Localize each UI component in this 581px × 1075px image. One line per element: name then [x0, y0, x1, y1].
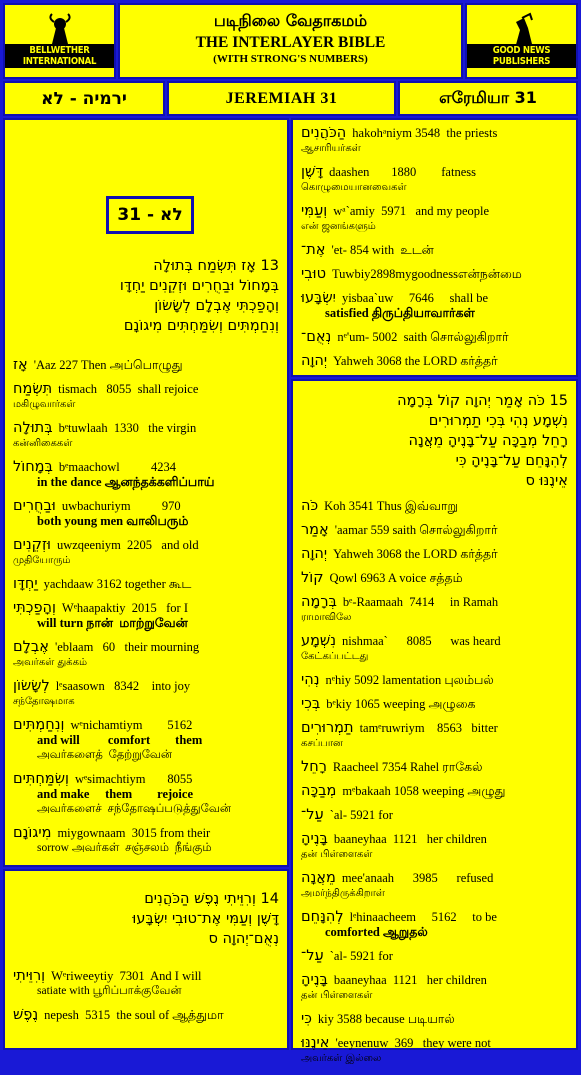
verse-line: נְאֻם־יְהוָה ס [208, 931, 279, 947]
transliteration-gloss: bᵉkiy 1065 weeping அழுகை [326, 697, 476, 711]
transliteration-gloss: lᵉsaasown 8342 into joy [55, 679, 191, 693]
hebrew-word: יְהוָה [301, 353, 328, 369]
tamil-gloss: அவர்கள் துக்கம் [13, 657, 88, 668]
tamil-gloss: சந்தோஷமாக [13, 696, 75, 707]
word-entry [13, 601, 279, 631]
hebrew-word: כֹּה [301, 498, 319, 514]
transliteration-gloss: Yahweh 3068 the LORD கர்த்தர் [333, 547, 498, 561]
hebrew-word: וְעַמִּי [301, 203, 328, 219]
transliteration-gloss: tamᵉruwriym 8563 bitter [359, 721, 498, 735]
hebrew-word: וּבַחֻרִים [13, 498, 56, 514]
word-entry [301, 760, 568, 775]
transliteration-gloss: Tuwbiy2898mygoodnessஎன்நன்மை [331, 267, 522, 281]
transliteration-gloss: bᵉ-Raamaah 7414 in Ramah [342, 595, 499, 609]
word-entry [301, 499, 568, 514]
hebrew-word: בְּכִי [301, 696, 321, 712]
hebrew-word: הַכֹּהֲנִים [301, 125, 347, 141]
english-gloss-line: both young men வாலிபரும் [37, 514, 189, 528]
transliteration-gloss: Raacheel 7354 Rahel ராகேல் [332, 760, 483, 774]
word-entry [301, 1012, 568, 1027]
hebrew-word: מִיגוֹנָם [13, 825, 52, 841]
hebrew-ref-box [3, 81, 165, 116]
transliteration-gloss: uwzqeeniym 2205 and old [56, 538, 199, 552]
word-entry-main [301, 354, 568, 369]
title-box [118, 3, 463, 79]
word-entry [301, 832, 568, 862]
word-entry [13, 358, 279, 373]
chapter-badge: לא - 31 [106, 196, 194, 234]
hebrew-word: תַמְרוּרִים [301, 720, 354, 736]
word-entry-main [301, 330, 568, 345]
hebrew-word: אָמַר [301, 522, 329, 538]
hebrew-word: וְהָפַכְתִּי [13, 600, 56, 616]
verse-15-word-list [301, 499, 568, 1075]
word-entry [301, 595, 568, 625]
tamil-gloss: ராமாவிலே [301, 612, 352, 623]
word-entry [13, 640, 279, 670]
word-entry [301, 910, 568, 940]
word-entry-main [301, 673, 568, 688]
word-entry [301, 949, 568, 964]
goodnews-logo-text: GOOD NEWS PUBLISHERS [467, 44, 576, 68]
english-gloss-line: will turn நான் மாற்றுவேன் [37, 616, 188, 630]
word-entry-main [301, 634, 568, 649]
word-entry-main [301, 784, 568, 799]
hebrew-word: תִּשְׂמַח [13, 381, 53, 397]
verse-line: נִשְׁמָע נְהִי בְּכִי תַמְרוּרִים [428, 413, 568, 429]
word-entry-main [13, 421, 279, 436]
hebrew-word: אֶבְלָם [13, 639, 49, 655]
tamil-ref-box [398, 81, 578, 116]
transliteration-gloss: Yahweh 3068 the LORD கர்த்தர் [333, 354, 498, 368]
tamil-gloss: அவர்கள் இல்லை [301, 1053, 382, 1064]
hebrew-word: נֶפֶשׁ [13, 1007, 39, 1023]
word-entry-main [301, 267, 568, 282]
transliteration-gloss: daashen 1880 fatness [329, 165, 476, 179]
word-entry-main [13, 640, 279, 655]
word-entry [13, 538, 279, 568]
transliteration-gloss: nᵉhiy 5092 lamentation புலம்பல் [325, 673, 494, 687]
title-tamil: படிநிலை வேதாகமம் [213, 11, 368, 30]
bellwether-logo [5, 14, 114, 68]
hebrew-word: נִשְׁמָע [301, 633, 337, 649]
tamil-gloss: ஆசாரியர்கள் [301, 143, 361, 154]
hebrew-word: לְשָׂשׂוֹן [13, 678, 50, 694]
word-entry-main [301, 243, 568, 258]
verse-15-hebrew [397, 391, 568, 491]
transliteration-gloss: lᵉhinaacheem 5162 to be [349, 910, 497, 924]
word-entry-main [301, 595, 568, 610]
verse-line: לְהִנָּחֵם עַל־בָּנֶיהָ כִּי [455, 453, 568, 469]
word-entry-main [301, 808, 568, 823]
gloss-continuation: அவர்களைத் தேற்றுவேன் [37, 749, 173, 761]
title-english: THE INTERLAYER BIBLE [195, 34, 386, 51]
word-entry-main [13, 460, 279, 475]
hebrew-word: וּזְקֵנִים [13, 537, 51, 553]
transliteration-gloss: Koh 3541 Thus இவ்வாறு [324, 499, 458, 513]
hebrew-word: וְרִוֵּיתִי [13, 968, 46, 984]
transliteration-gloss: baaneyhaa 1121 her children [333, 832, 487, 846]
word-entry [301, 165, 568, 195]
word-entry [13, 499, 279, 529]
word-entry [13, 772, 279, 817]
hebrew-reference: ירמיה - לא [41, 88, 127, 109]
word-entry-main [13, 382, 279, 397]
word-entry-main [301, 760, 568, 775]
english-gloss-line: comforted ஆறுதல் [325, 925, 428, 939]
transliteration-gloss: wᵉsimachtiym 8055 [74, 772, 193, 786]
hebrew-word: דָּשֶׁן [301, 164, 324, 180]
word-entry-main [13, 358, 279, 373]
word-entry [301, 354, 568, 369]
word-entry-main [13, 499, 279, 514]
transliteration-gloss: 'Aaz 227 Then அப்பொழுது [33, 358, 183, 372]
word-entry [301, 267, 568, 282]
verse-line: רָחֵל מְבַכָּה עַל־בָּנֶיהָ מֵאֲנָה [408, 433, 568, 449]
hebrew-word: בָּנֶיהָ [301, 831, 328, 847]
hebrew-word: רָחֵל [301, 759, 327, 775]
word-entry-main [301, 523, 568, 538]
word-entry-main [13, 1008, 279, 1023]
word-entry-main [13, 969, 279, 984]
transliteration-gloss: nishmaa` 8085 was heard [342, 634, 501, 648]
tamil-gloss: தன் பிள்ளைகள் [301, 990, 373, 1001]
word-entry-main [301, 204, 568, 219]
verse-line: וְהָפַכְתִּי אֶבְלָם לְשָׂשׂוֹן [154, 298, 279, 314]
english-gloss-line: and will comfort them [37, 733, 203, 747]
transliteration-gloss: mᵉbakaah 1058 weeping அழுது [342, 784, 506, 798]
word-entry [301, 871, 568, 901]
goodnews-logo [467, 14, 576, 68]
transliteration-gloss: kiy 3588 because படியால் [317, 1012, 455, 1026]
verse-line: אֵינֶנּוּ ס [525, 473, 568, 489]
transliteration-gloss: 'et- 854 with உடன் [331, 243, 434, 257]
hebrew-word: וְשִׂמַּחְתִּים [13, 771, 69, 787]
bellwether-logo-box [3, 3, 116, 79]
word-entry [301, 126, 568, 156]
transliteration-gloss: bᵉtuwlaah 1330 the virgin [58, 421, 197, 435]
tamil-gloss: தன் பிள்ளைகள் [301, 849, 373, 860]
word-entry [301, 721, 568, 751]
hebrew-word: לְהִנָּחֵם [301, 909, 344, 925]
word-entry [301, 973, 568, 1003]
word-entry [13, 679, 279, 709]
verse-line: 14 וְרִוֵּיתִי נֶפֶשׁ הַכֹּהֲנִים [144, 891, 279, 907]
transliteration-gloss: `al- 5921 for [329, 949, 393, 963]
word-entry [13, 382, 279, 412]
transliteration-gloss: Wᵉhaapaktiy 2015 for I [61, 601, 189, 615]
word-entry-main [301, 973, 568, 988]
verse-14-word-list [13, 969, 279, 1032]
title-subtitle: (WITH STRONG'S NUMBERS) [213, 53, 368, 65]
hebrew-word: קוֹל [301, 570, 324, 586]
tamil-reference: எரேமியா 31 [439, 88, 537, 107]
word-entry-main [13, 772, 279, 787]
word-entry-main [301, 832, 568, 847]
goodnews-logo-box [465, 3, 578, 79]
tamil-gloss: கேட்கப்பட்டது [301, 651, 369, 662]
hebrew-word: מֵאֲנָה [301, 870, 336, 886]
hebrew-word: יִשְׂבָּעוּ [301, 290, 336, 306]
transliteration-gloss: `al- 5921 for [329, 808, 393, 822]
english-gloss-line: and make them rejoice [37, 787, 193, 801]
word-entry [301, 634, 568, 664]
verse-15-panel [291, 379, 578, 1064]
hebrew-word: יְהוָה [301, 546, 328, 562]
word-entry-main [301, 871, 568, 886]
word-entry [301, 547, 568, 562]
word-entry-main [301, 291, 568, 306]
verse-13-hebrew [120, 256, 279, 336]
word-entry-main [13, 601, 279, 616]
hebrew-word: יַחְדָּו [13, 576, 38, 592]
verse-14-panel [3, 869, 289, 1050]
word-entry [301, 330, 568, 345]
word-entry [301, 523, 568, 538]
word-entry-main [301, 721, 568, 736]
word-entry [301, 673, 568, 688]
word-entry-main [13, 679, 279, 694]
word-entry [13, 577, 279, 592]
gloss-continuation: அவர்களைச் சந்தோஷப்படுத்துவேன் [37, 803, 231, 815]
hebrew-word: נְאֻם־ [301, 329, 332, 345]
word-entry-main [13, 718, 279, 733]
hebrew-word: בְּרָמָה [301, 594, 337, 610]
transliteration-gloss: yachdaaw 3162 together கூட [43, 577, 192, 591]
transliteration-gloss: bᵉmaachowl 4234 [58, 460, 176, 474]
verse-line: דָּשֶׁן וְעַמִּי אֶת־טוּבִי יִשְׂבָּעוּ [132, 911, 279, 927]
word-entry-main [13, 538, 279, 553]
transliteration-gloss: hakohᵃniym 3548 the priests [352, 126, 498, 140]
gloss-continuation: satiate with பூரிப்பாக்குவேன் [37, 985, 182, 997]
word-entry [301, 204, 568, 234]
verse-14-cont-panel [291, 118, 578, 377]
verse-13-panel [3, 118, 289, 867]
word-entry-main [301, 499, 568, 514]
word-entry-main [301, 949, 568, 964]
tamil-gloss: கசப்பான [301, 738, 343, 749]
tamil-gloss: மகிழுவார்கள் [13, 399, 76, 410]
word-entry [13, 460, 279, 490]
word-entry-main [301, 697, 568, 712]
word-entry [301, 291, 568, 321]
gloss-continuation: sorrow அவர்கள் சஞ்சலம் நீங்கும் [37, 842, 212, 854]
hebrew-word: בְּתוּלָה [13, 420, 53, 436]
verse-line: 13 אָז תִּשְׂמַח בְּתוּלָה [153, 258, 279, 274]
word-entry-main [13, 577, 279, 592]
word-entry [13, 421, 279, 451]
hebrew-word: נְהִי [301, 672, 320, 688]
word-entry-main [13, 826, 279, 841]
transliteration-gloss: nᵉ'um- 5002 saith சொல்லுகிறார் [337, 330, 509, 344]
transliteration-gloss: 'eblaam 60 their mourning [54, 640, 200, 654]
verse-14-cont-word-list [301, 126, 568, 378]
transliteration-gloss: mee'anaah 3985 refused [341, 871, 494, 885]
word-entry-main [301, 547, 568, 562]
word-entry [13, 1008, 279, 1023]
hebrew-word: אֶת־ [301, 242, 326, 258]
word-entry [13, 969, 279, 999]
transliteration-gloss: 'aamar 559 saith சொல்லுகிறார் [334, 523, 498, 537]
word-entry [301, 784, 568, 799]
word-entry-main [301, 1036, 568, 1051]
hebrew-word: עַל־ [301, 807, 324, 823]
hebrew-word: וְנִחַמְתִּים [13, 717, 65, 733]
tamil-gloss: கொழுமையானவைகள் [301, 182, 407, 193]
verse-13-word-list [13, 358, 279, 865]
transliteration-gloss: yisbaa`uw 7646 shall be [341, 291, 489, 305]
verse-line: בְּמָחוֹל וּבַחֻרִים וּזְקֵנִים יַחְדָּו [119, 278, 279, 294]
hebrew-word: עַל־ [301, 948, 324, 964]
word-entry-main [301, 571, 568, 586]
english-gloss-line: in the dance ஆனந்தக்களிப்பாய் [37, 475, 215, 489]
transliteration-gloss: wᵉnichamtiym 5162 [70, 718, 193, 732]
hebrew-word: אֵינֶנּוּ [301, 1035, 330, 1051]
transliteration-gloss: Wᵉriweeytiy 7301 And I will [51, 969, 202, 983]
transliteration-gloss: miygownaam 3015 from their [57, 826, 211, 840]
verse-14-hebrew [132, 889, 279, 949]
hebrew-word: מְבַכָּה [301, 783, 337, 799]
hebrew-word: טוּבִי [301, 266, 326, 282]
verse-line: וְנִחַמְתִּים וְשִׂמַּחְתִּים מִיגוֹנָם [123, 318, 279, 334]
word-entry [301, 1036, 568, 1066]
hebrew-word: כִּי [301, 1011, 312, 1027]
word-entry-main [301, 165, 568, 180]
hebrew-word: בְּמָחוֹל [13, 459, 53, 475]
english-reference: JEREMIAH 31 [225, 89, 338, 107]
word-entry [301, 571, 568, 586]
transliteration-gloss: wᵃ`amiy 5971 and my people [333, 204, 490, 218]
tamil-gloss: கன்னிகைகள் [13, 438, 73, 449]
word-entry [301, 243, 568, 258]
word-entry-main [301, 1012, 568, 1027]
word-entry-main [301, 126, 568, 141]
word-entry [13, 826, 279, 856]
verse-line: 15 כֹּה אָמַר יְהוָה קוֹל בְּרָמָה [397, 393, 568, 409]
transliteration-gloss: uwbachuriym 970 [61, 499, 181, 513]
transliteration-gloss: 'eeynenuw 369 they were not [335, 1036, 491, 1050]
word-entry [13, 718, 279, 763]
transliteration-gloss: tismach 8055 shall rejoice [58, 382, 199, 396]
word-entry-main [301, 910, 568, 925]
english-ref-box [167, 81, 396, 116]
tamil-gloss: அமர்ந்திருக்கிறாள் [301, 888, 385, 899]
transliteration-gloss: nepesh 5315 the soul of ஆத்துமா [44, 1008, 224, 1022]
word-entry [301, 808, 568, 823]
tamil-gloss: முதியோரும் [13, 555, 71, 566]
word-entry [301, 697, 568, 712]
hebrew-word: אָז [13, 357, 28, 373]
english-gloss-line: satisfied திருப்தியாவார்கள் [325, 306, 475, 320]
hebrew-word: בָּנֶיהָ [301, 972, 328, 988]
transliteration-gloss: Qowl 6963 A voice சத்தம் [329, 571, 463, 585]
tamil-gloss: என் ஜனங்களும் [301, 221, 376, 232]
bellwether-logo-text: BELLWETHER INTERNATIONAL [5, 44, 114, 68]
transliteration-gloss: baaneyhaa 1121 her children [333, 973, 487, 987]
